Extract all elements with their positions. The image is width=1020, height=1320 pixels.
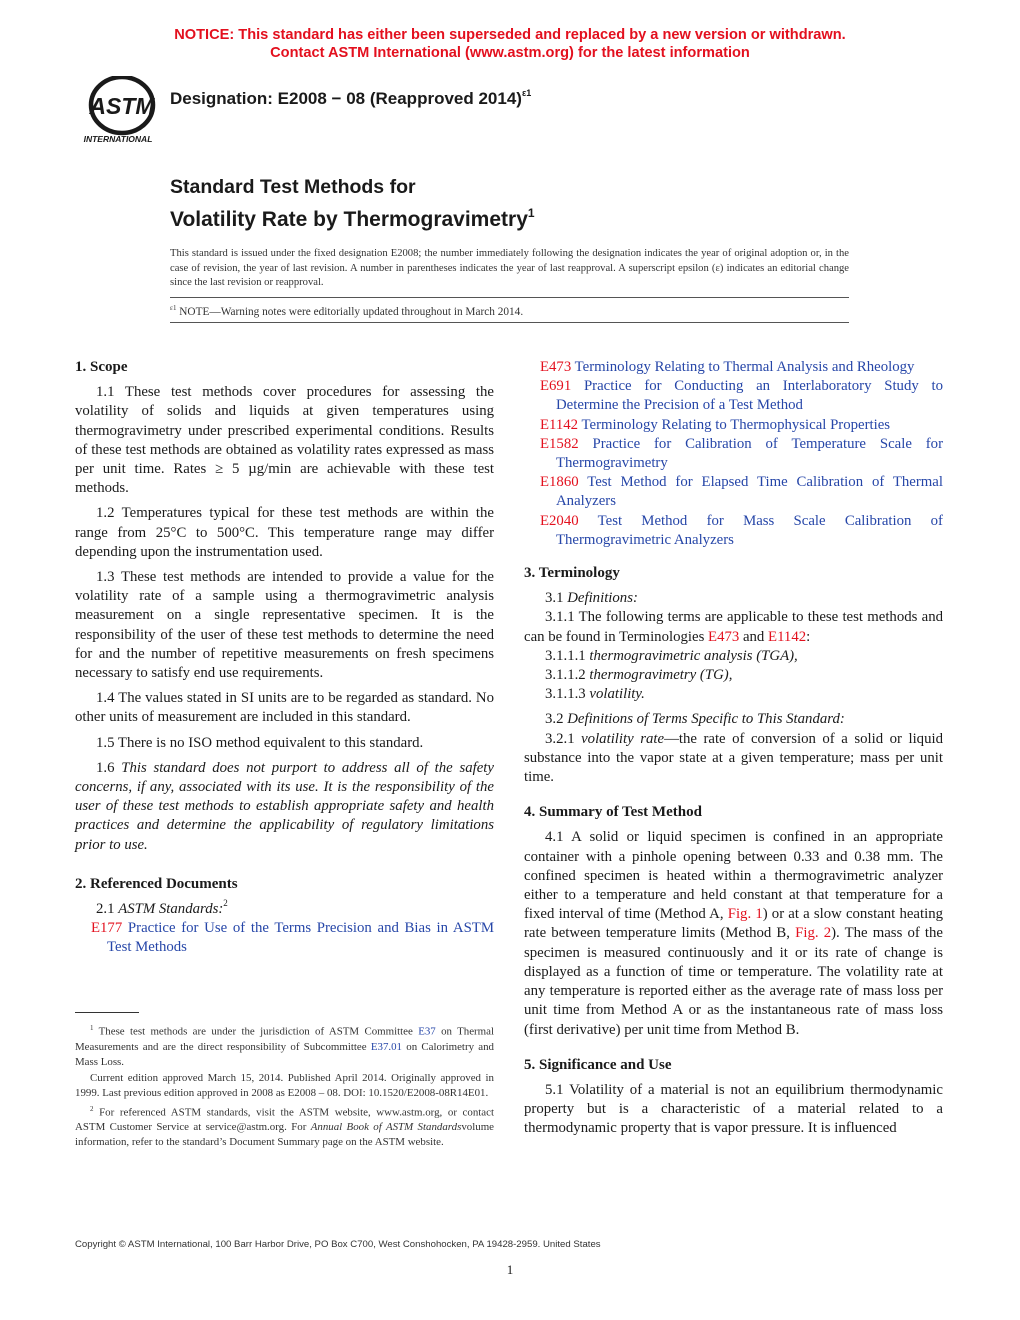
ref-item-e177[interactable] [75,919,494,957]
footnote-2-text-a: For referenced ASTM standards, visit the ASTM website, www.astm.org, or contact ASTM Customer Service at service@astm.org. For [75,1106,494,1134]
para-3-1-1-mid: and [739,628,769,645]
para-4-1-b: ) or at a slow constant heating rate between temperature limits (Method B, [524,906,943,942]
editorial-note [170,304,523,318]
para-3-1-1-pre: 3.1.1 The following terms are applicable to these test methods and can be found in Terminologies [524,609,943,645]
refdocs-heading: 2. Referenced Documents [75,875,238,892]
term-number: 3.1.1.2 [545,667,590,684]
title-line-1: Standard Test Methods for [170,176,416,198]
para-2-1 [75,900,494,919]
para-3-2-number: 3.2 [545,711,568,728]
note-divider [170,322,849,323]
ref-title-link[interactable]: Practice for Conducting an Interlaboratory Study to Determine the Precision of a Test Method [556,378,943,414]
logo-text: ASTM [89,93,155,119]
para-3-1-1-post: : [806,628,811,645]
para-3-2-1-text: —the rate of conversion of a solid or liquid substance into the vapor state at a given temperature; mass per unit time. [524,730,943,786]
footnote-1-edition: Current edition approved March 15, 2014. Published April 2014. Originally approved in 1999. Last previous edition approved in 2008 as E2008 – 08. DOI: 10.1520/E2008-08R14E01. [75,1071,494,1099]
para-2-1-text: ASTM Standards: [118,901,224,918]
term-number: 3.1.1.3 [545,686,590,703]
preamble-divider [170,297,849,298]
para-4-1-c: ). The mass of the specimen is measured continuously and it or its rate of change is displayed as a function of time or temperature. The volatility rate at any temperature is reported either as the average rate of mass loss per unit time from Method A or as the instantaneous rate of mass loss (first derivative) per unit time from Method B. [524,925,943,1038]
designation-text: Designation: E2008 − 08 (Reapproved 2014) [170,89,522,108]
para-1-6-text: This standard does not purport to address all of the safety concerns, if any, associated with its use. It is the responsibility of the user of these test methods to establish appropriate safety and health practices and determine the applicability of regulatory limitations prior to use. [75,759,494,853]
para-4-1-a: 4.1 A solid or liquid specimen is confined in an appropriate container with a pinhole opening between 0.33 and 0.38 mm. The confined specimen is heated within a thermogravimetric analyzer either to a temperature and held constant at that temperature for a fixed interval of time (Method A, [524,829,943,923]
editorial-note-epsilon: ε1 [170,304,177,312]
para-1-2: 1.2 Temperatures typical for these test methods are within the range from 25°C to 500°C. This temperature range may differ depending upon the instrumentation used. [75,505,494,560]
scope-heading: 1. Scope [75,359,128,375]
footnote-2-marker: 2 [90,1104,94,1113]
footnote-1-text-c: on Calorimetry and Mass Loss. [75,1040,494,1068]
significance-heading: 5. Significance and Use [524,1056,672,1073]
ref-code-link[interactable]: E473 [540,359,572,375]
ref-item-e691[interactable] [524,377,943,415]
logo-subtext: INTERNATIONAL [83,134,153,144]
term-3-1-1-2 [524,666,943,685]
term-text: thermogravimetry (TG), [589,667,733,684]
para-1-5: 1.5 There is no ISO method equivalent to this standard. [96,734,424,751]
ref-title-link[interactable]: Terminology Relating to Thermophysical Properties [578,416,891,433]
para-1-6 [75,759,494,855]
notice-line-1: NOTICE: This standard has either been superseded and replaced by a new version or withdrawn. [174,27,846,43]
designation-epsilon: ε1 [521,88,532,98]
para-2-1-number: 2.1 [96,901,119,918]
term-3-1-1-1 [524,647,943,666]
footnote-divider [75,1012,139,1013]
footnote-2-book-title: Annual Book of ASTM Standards [310,1121,462,1134]
ref-item-e1142[interactable] [524,416,943,435]
ref-title-link[interactable]: Test Method for Mass Scale Calibration of Thermogravimetric Analyzers [556,512,943,548]
footnote-1 [75,1021,494,1070]
ref-code-link[interactable]: E1142 [540,416,579,433]
para-3-1 [524,589,943,608]
e37-01-link[interactable]: E37.01 [370,1040,403,1053]
footnote-1-marker: 1 [90,1024,94,1032]
astm-logo [76,76,160,146]
para-1-4: 1.4 The values stated in SI units are to be regarded as standard. No other units of measurement are included in this standard. [75,690,494,726]
footnote-2-text-b: volume information, refer to the standard’s Document Summary page on the ASTM website. [75,1121,495,1149]
term-text: volatility. [589,686,645,703]
term-3-1-1-3 [524,685,943,704]
para-3-1-number: 3.1 [545,590,568,607]
para-1-1: 1.1 These test methods cover procedures for assessing the volatility of solids and liquids at given temperatures using thermogravimetry under prescribed experimental conditions. Results of these test methods are obtained as volatility rates expressed as mass per unit time. Rates ≥ 5 µg/min are achievable with these test methods. [75,384,494,497]
preamble: This standard is issued under the fixed designation E2008; the number immediately following the designation indicates the year of original adoption or, in the case of revision, the year of last revision. A number in parentheses indicates the year of last reapproval. A superscript epsilon (ε) indicates an editorial change since the last revision or reapproval. [170,248,849,289]
ref-item-e2040[interactable] [524,512,943,550]
ref-item-e1860[interactable] [524,473,943,511]
notice-line-2: Contact ASTM International (www.astm.org) for the latest information [270,45,750,61]
para-3-2-1-term: volatility rate [581,730,665,747]
fig-2-link[interactable]: Fig. 2 [795,925,832,942]
e473-link[interactable]: E473 [708,628,740,645]
ref-item-e1582[interactable] [524,435,943,473]
document-title [170,174,535,233]
footnote-2 [75,1102,494,1151]
para-3-1-text: Definitions: [567,590,638,607]
para-1-3: 1.3 These test methods are intended to provide a value for the volatility rate of a sample using a thermogravimetric analysis measurement on a single representative specimen. It is the responsibility of the user of these test methods to determine the need for and the number of repetitive measurements on fresh specimens necessary to satisfy end use requirements. [75,569,494,682]
para-4-1 [524,828,943,1039]
right-column [524,358,943,1145]
title-line-2 [170,200,535,233]
left-column [75,358,494,958]
copyright: Copyright © ASTM International, 100 Barr Harbor Drive, PO Box C700, West Conshohocken, PA 19428-2959. United States [75,1239,601,1250]
fig-1-link[interactable]: Fig. 1 [727,906,763,923]
para-5-1: 5.1 Volatility of a material is not an equilibrium thermodynamic property but is a characteristic of a material related to a thermodynamic property that is vapor pressure. It is influenced [524,1081,943,1137]
term-number: 3.1.1.1 [545,647,590,664]
ref-title-link[interactable]: Test Method for Elapsed Time Calibration of Thermal Analyzers [556,474,943,510]
footnote-1-text-a: These test methods are under the jurisdiction of ASTM Committee [93,1025,419,1038]
ref-code-link[interactable]: E2040 [540,512,579,529]
para-3-2 [524,710,943,729]
footnotes [75,1021,494,1151]
para-3-2-text: Definitions of Terms Specific to This Standard: [567,711,845,728]
e37-link[interactable]: E37 [418,1025,436,1038]
e1142-link[interactable]: E1142 [768,628,807,645]
footnote-1-text-b: on Thermal Measurements and are the direct responsibility of Subcommittee [75,1025,494,1053]
ref-item-e473[interactable] [524,358,943,377]
summary-heading: 4. Summary of Test Method [524,804,702,821]
ref-code-link[interactable]: E1582 [540,435,579,452]
page-number: 1 [506,1262,514,1277]
notice-banner [0,26,1020,62]
ref-title-link[interactable]: Practice for Calibration of Temperature Scale for Thermogravimetry [556,435,943,472]
term-text: thermogravimetric analysis (TGA), [589,647,798,664]
title-footnote-ref: 1 [527,206,535,220]
para-2-1-footnote-ref: 2 [223,898,228,909]
para-1-6-number: 1.6 [96,759,122,776]
ref-code-link[interactable]: E1860 [540,474,579,491]
ref-code-link[interactable]: E177 [91,920,123,937]
terminology-heading: 3. Terminology [524,565,620,582]
designation [170,88,531,109]
ref-title-link[interactable]: Practice for Use of the Terms Precision and Bias in ASTM Test Methods [107,920,494,956]
ref-title-link[interactable]: Terminology Relating to Thermal Analysis and Rheology [571,359,915,375]
para-3-2-1 [524,730,943,788]
para-3-2-1-number: 3.2.1 [545,730,582,747]
para-3-1-1 [524,608,943,646]
editorial-note-text: NOTE—Warning notes were editorially updated throughout in March 2014. [176,306,524,318]
ref-code-link[interactable]: E691 [540,378,572,395]
title-line-2-text: Volatility Rate by Thermogravimetry [170,208,528,231]
